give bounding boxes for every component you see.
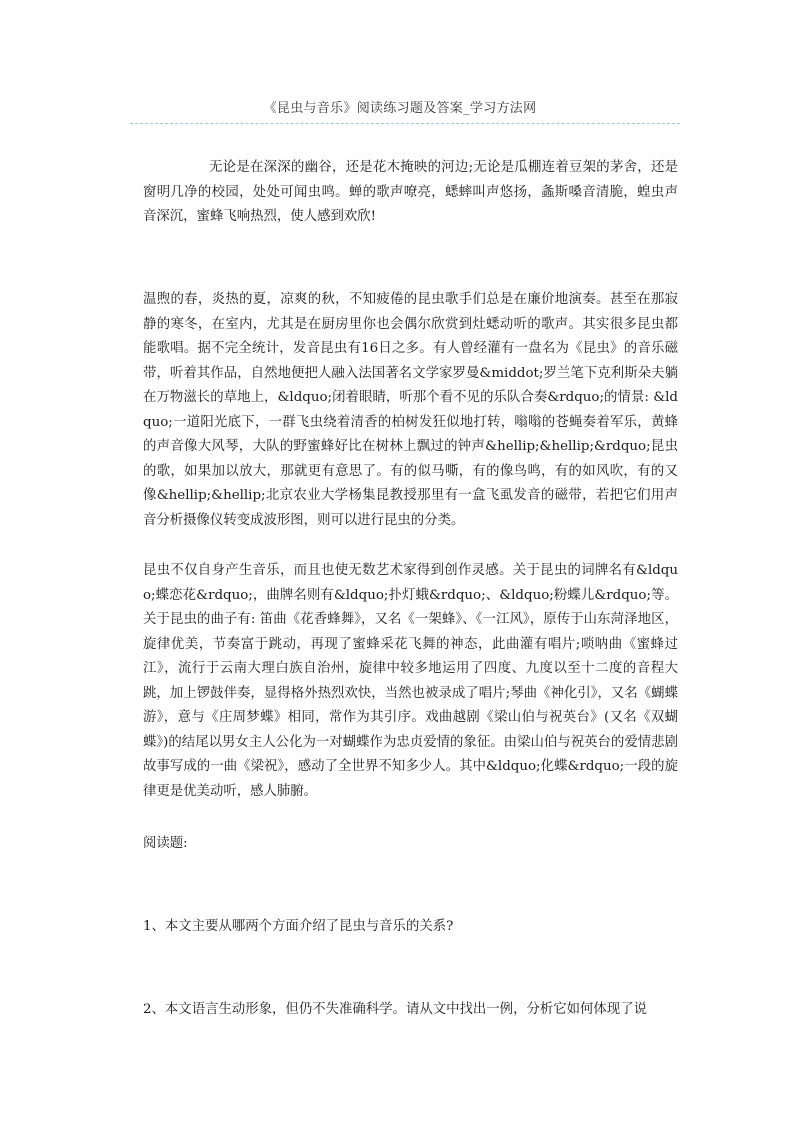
paragraph-insect-singers: 温煦的春，炎热的夏，凉爽的秋，不知疲倦的昆虫歌手们总是在廉价地演奏。甚至在那寂静的寒冬，在室内，尤其是在厨房里你也会偶尔欣赏到灶蟋动听的歌声。其实很多昆虫都能歌唱。据不完全统计，发音昆虫有16日之多。有人曾经灌有一盘名为《昆虫》的音乐磁带，听着其作品，自然地便把人融入法国著名文学家罗曼&middot;罗兰笔下克利斯朵夫躺在万物滋长的草地上，&ldquo;闭着眼睛，听那个看不见的乐队合奏&rdquo;的情景: &ldquo;一道阳光底下，一群飞虫绕着清香的柏树发狂似地打转，嗡嗡的苍蝇奏着军乐，黄蜂的声音像大风琴，大队的野蜜蜂好比在树林上飘过的钟声&hellip;&hellip;&rdquo;昆虫的歌，如果加以放大，那就更有意思了。有的似马嘶，有的像鸟鸣，有的如风吹，有的又像&hellip;&hellip;北京农业大学杨集昆教授那里有一盒飞虱发音的磁带，若把它们用声音分析摄像仪转变成波形图，则可以进行昆虫的分类。: [143, 292, 678, 528]
paragraph-intro: 无论是在深深的幽谷，还是花木掩映的河边;无论是瓜棚连着豆架的茅舍，还是窗明几净的校园，处处可闻虫鸣。蝉的歌声嘹亮，蟋蟀叫声悠扬，螽斯嗓音清脆，蝗虫声音深沉，蜜蜂飞响热烈，使人感到欢欣!: [143, 160, 678, 224]
paragraph-insect-art: 昆虫不仅自身产生音乐，而且也使无数艺术家得到创作灵感。关于昆虫的词牌名有&ldquo;蝶恋花&rdquo;，曲牌名则有&ldquo;扑灯蛾&rdquo;、&ldquo;粉蝶儿&rdquo;等。关于昆虫的曲子有: 笛曲《花香蜂舞》，又名《一架蜂》、《一江风》，原传于山东菏泽地区，旋律优美，节奏富于跳动，再现了蜜蜂采花飞舞的神态，此曲灌有唱片;唢呐曲《蜜蜂过江》，流行于云南大理白族自治州，旋律中较多地运用了四度、九度以至十二度的音程大跳，加上锣鼓伴奏，显得格外热烈欢快，当然也被录成了唱片;琴曲《神化引》，又名《蝴蝶游》，意与《庄周梦蝶》相同，常作为其引序。戏曲越剧《梁山伯与祝英台》(又名《双蝴蝶》)的结尾以男女主人公化为一对蝴蝶作为忠贞爱情的象征。由梁山伯与祝英台的爱情悲剧故事写成的一曲《梁祝》，感动了全世界不知多少人。其中&ldquo;化蝶&rdquo;一段的旋律更是优美动听，感人肺腑。: [143, 563, 678, 799]
question-item: 1、本文主要从哪两个方面介绍了昆虫与音乐的关系?: [143, 919, 454, 934]
question-item: 2、本文语言生动形象，但仍不失准确科学。请从文中找出一例，分析它如何体现了说: [143, 1002, 647, 1017]
reading-questions-label: 阅读题:: [143, 836, 188, 851]
header-divider: [130, 123, 680, 124]
page-title: 《昆虫与音乐》阅读练习题及答案_学习方法网: [263, 101, 537, 116]
